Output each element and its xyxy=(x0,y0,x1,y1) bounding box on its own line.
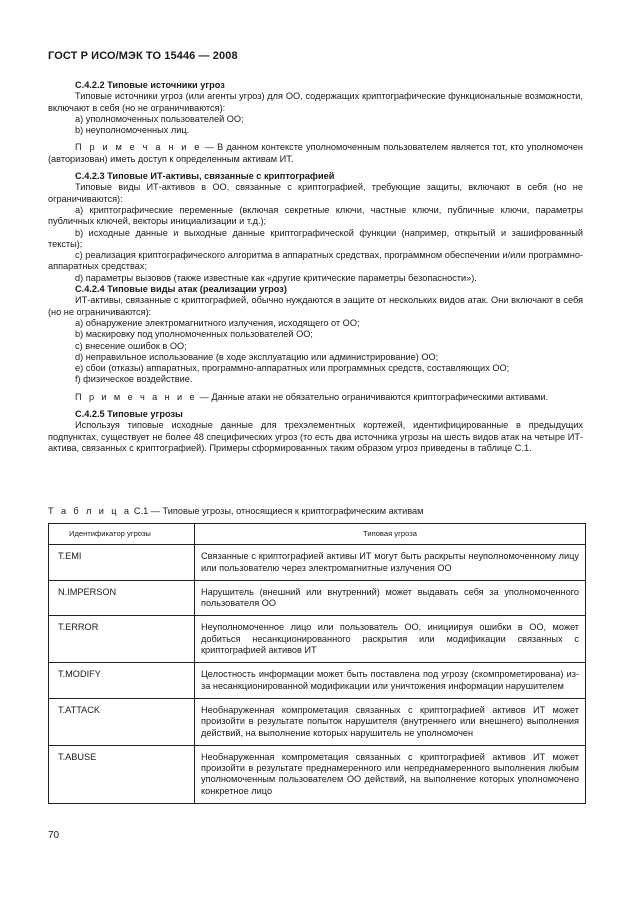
table-row xyxy=(49,616,586,663)
threat-id-cell: T.ATTACK xyxy=(49,698,195,745)
list-item: f) физическое воздействие. xyxy=(75,374,193,385)
list-item: b) неуполномоченных лиц. xyxy=(75,125,190,136)
note-label: П р и м е ч а н и е xyxy=(75,142,202,153)
threat-text-cell: Необнаруженная компрометация связанных с криптографией активов ИТ может произойти в результате попыток нарушителя (внутреннего или внешнего) выполнения действий, на выполнение которых нарушитель не уполномочен xyxy=(195,698,586,745)
threat-id-cell: T.MODIFY xyxy=(49,663,195,699)
threat-id-cell: T.ERROR xyxy=(49,616,195,663)
column-header-id: Идентификатор угрозы xyxy=(49,524,195,545)
threats-table xyxy=(48,523,586,804)
table-row xyxy=(49,580,586,616)
table-caption xyxy=(48,506,588,517)
section-title-c425: C.4.2.5 Типовые угрозы xyxy=(75,409,183,420)
document-header: ГОСТ Р ИСО/МЭК ТО 15446 — 2008 xyxy=(48,50,238,62)
table-caption-label: Т а б л и ц а xyxy=(48,506,132,516)
threat-id-cell: N.IMPERSON xyxy=(49,580,195,616)
note xyxy=(48,392,583,403)
section-title-c422: C.4.2.2 Типовые источники угроз xyxy=(75,80,225,90)
paragraph: ИТ-активы, связанные с криптографией, обычно нуждаются в защите от нескольких видов атак. Они включают в себя (но не ограничиваются): xyxy=(48,295,583,317)
list-item: а) криптографические переменные (включая секретные ключи, частные ключи, публичные ключи, параметры публичных ключей, векторы инициализации и т.д.); xyxy=(48,204,583,227)
threat-text-cell: Целостность информации может быть поставлена под угрозу (скомпрометирована) из-за несанкционированной модификации или уничтожения информации нарушителем xyxy=(195,663,586,699)
table-row xyxy=(49,663,586,699)
threat-text-cell: Неуполномоченное лицо или пользователь ОО, инициируя ошибки в ОО, может добиться несанкционированного раскрытия или модификации связанных с криптографией активов ИТ xyxy=(195,616,586,663)
note xyxy=(48,142,583,165)
list-item: е) сбои (отказы) аппаратных, программно-аппаратных или программных средств, составляющих ОО; xyxy=(75,363,510,374)
list-item: а) обнаружение электромагнитного излучения, исходящего от ОО; xyxy=(75,317,360,328)
paragraph: Типовые источники угроз (или агенты угроз) для ОО, содержащих криптографические функциональные возможности, включают в себя (но не ограничиваются): xyxy=(48,91,583,113)
threat-text-cell: Необнаруженная компрометация связанных с криптографией активов ИТ может произойти в результате преднамеренного или непреднамеренного выполнения любым уполномоченным пользователем ОО действий, на выполнение которых уполномочено конкретное лицо xyxy=(195,745,586,803)
list-item: d) неправильное использование (в ходе эксплуатацию или администрирование) ОО; xyxy=(75,351,439,362)
section-title-c423: C.4.2.3 Типовые ИТ-активы, связанные с криптографией xyxy=(75,171,335,182)
list-item: c) реализация криптографического алгоритма в аппаратных средствах, программном обеспечении и/или программно-аппаратных средствах; xyxy=(48,250,583,272)
note-label: П р и м е ч а н и е xyxy=(75,391,198,402)
paragraph: Используя типовые исходные данные для трехэлементных кортежей, идентифицированные в предыдущих подпунктах, существует не более 48 специфических угроз (то есть два источника угрозы на шесть видов атак на четыре ИТ-актива, связанных с криптографией). Примеры сформированных таким образом угроз приведены в таблице C.1. xyxy=(48,420,583,453)
table-caption-text: C.1 — Типовые угрозы, относящиеся к криптографическим активам xyxy=(131,506,424,516)
page-number: 70 xyxy=(48,830,60,841)
threat-id-cell: T.EMI xyxy=(49,545,195,581)
threat-text-cell: Связанные с криптографией активы ИТ могут быть раскрыты неуполномоченному лицу или пользователю через электромагнитные излучения ОО xyxy=(195,545,586,581)
list-item: b) исходные данные и выходные данные криптографической функции (например, открытый и зашифрованный тексты); xyxy=(48,227,583,249)
note-text: — В данном контексте уполномоченным пользователем является тот, кто уполномочен (авторизован) иметь доступ к определенным активам ИТ. xyxy=(48,142,583,164)
table-row xyxy=(49,698,586,745)
document-body xyxy=(48,80,583,454)
table-header-row xyxy=(49,524,586,545)
list-item: c) внесение ошибок в ОО; xyxy=(75,340,187,351)
column-header-threat: Типовая угроза xyxy=(195,524,586,545)
list-item: d) параметры вызовов (также известные как «другие критические параметры безопасности»). xyxy=(75,272,477,283)
threat-text-cell: Нарушитель (внешний или внутренний) может выдавать себя за уполномоченного пользователя ОО xyxy=(195,580,586,616)
table-row xyxy=(49,745,586,803)
list-item: а) уполномоченных пользователей ОО; xyxy=(75,113,244,124)
threat-id-cell: T.ABUSE xyxy=(49,745,195,803)
paragraph: Типовые виды ИТ-активов в ОО, связанные с криптографией, требующие защиты, включают в себя (но не ограничиваются): xyxy=(48,182,583,204)
section-title-c424: C.4.2.4 Типовые виды атак (реализации угроз) xyxy=(75,284,287,295)
list-item: b) маскировку под уполномоченных пользователей ОО; xyxy=(75,329,313,340)
note-text: — Данные атаки не обязательно ограничиваются криптографическими активами. xyxy=(197,391,549,402)
table-row xyxy=(49,545,586,581)
